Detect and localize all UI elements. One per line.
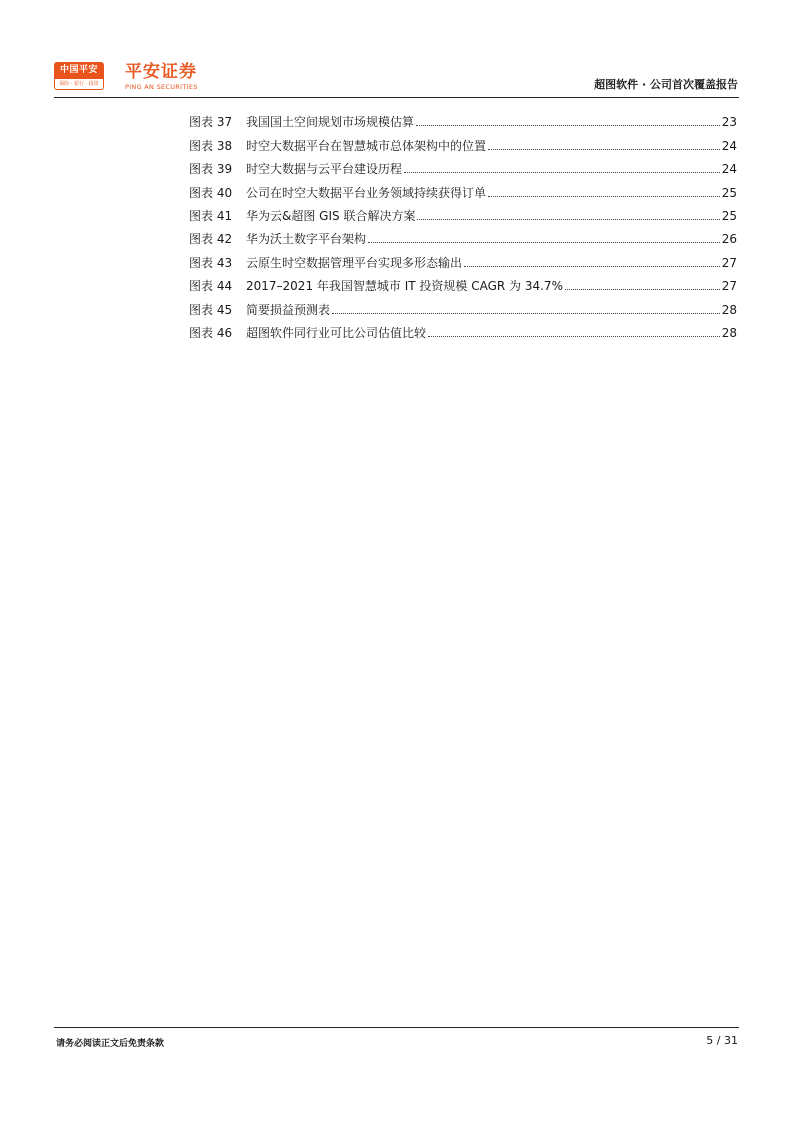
toc-leader-dots [416,125,720,126]
toc-page-number: 26 [721,232,737,247]
toc-title: 2017–2021 年我国智慧城市 IT 投资规模 CAGR 为 34.7% [246,279,563,294]
toc-label: 图表 38 [189,138,233,153]
table-of-figures [189,106,737,340]
header-divider [54,97,739,98]
toc-entry-41[interactable] [189,200,737,223]
toc-title: 我国国土空间规划市场规模估算 [246,115,415,130]
toc-entry-40[interactable] [189,176,737,199]
toc-leader-dots [565,289,720,290]
toc-label: 图表 39 [189,162,233,177]
footer-divider [54,1027,739,1028]
toc-leader-dots [368,242,720,243]
toc-title: 公司在时空大数据平台业务领域持续获得订单 [246,185,487,200]
toc-title: 华为云&超图 GIS 联合解决方案 [246,208,416,223]
toc-entry-37[interactable] [189,106,737,129]
toc-page-number: 25 [721,208,737,223]
pingan-logo [54,62,104,90]
logo-top-text: 中国平安 [54,62,104,79]
toc-title: 简要损益预测表 [246,302,331,317]
toc-label: 图表 46 [189,325,233,340]
toc-entry-43[interactable] [189,246,737,269]
toc-page-number: 25 [721,185,737,200]
toc-entry-44[interactable] [189,270,737,293]
toc-title: 超图软件同行业可比公司估值比较 [246,325,427,340]
footer-disclaimer: 请务必阅读正文后免责条款 [56,1039,165,1049]
toc-label: 图表 45 [189,302,233,317]
toc-page-number: 24 [721,138,737,153]
toc-label: 图表 37 [189,115,233,130]
toc-page-number: 23 [721,115,737,130]
toc-leader-dots [488,149,720,150]
footer-page-number: 5 / 31 [706,1034,738,1047]
toc-label: 图表 43 [189,255,233,270]
toc-title: 时空大数据与云平台建设历程 [246,162,403,177]
toc-leader-dots [464,266,720,267]
toc-leader-dots [332,313,720,314]
report-title: 超图软件 · 公司首次覆盖报告 [594,78,738,91]
toc-leader-dots [417,219,719,220]
toc-label: 图表 41 [189,208,233,223]
toc-title: 云原生时空数据管理平台实现多形态输出 [246,255,463,270]
brand-name-en: PING AN SECURITIES [125,83,198,91]
logo-bottom-text: 保险 · 银行 · 投资 [54,79,104,90]
toc-entry-39[interactable] [189,153,737,176]
toc-entry-46[interactable] [189,317,737,340]
toc-page-number: 28 [721,325,737,340]
toc-title: 华为沃土数字平台架构 [246,232,367,247]
toc-entry-45[interactable] [189,293,737,316]
toc-leader-dots [488,196,720,197]
toc-label: 图表 40 [189,185,233,200]
brand-name-cn: 平安证券 [125,62,197,82]
toc-page-number: 28 [721,302,737,317]
toc-leader-dots [404,172,720,173]
toc-title: 时空大数据平台在智慧城市总体架构中的位置 [246,138,487,153]
toc-label: 图表 44 [189,279,233,294]
toc-entry-38[interactable] [189,129,737,152]
toc-leader-dots [428,336,720,337]
toc-label: 图表 42 [189,232,233,247]
toc-page-number: 24 [721,162,737,177]
toc-page-number: 27 [721,255,737,270]
page-header [0,0,793,100]
toc-page-number: 27 [721,279,737,294]
toc-entry-42[interactable] [189,223,737,246]
